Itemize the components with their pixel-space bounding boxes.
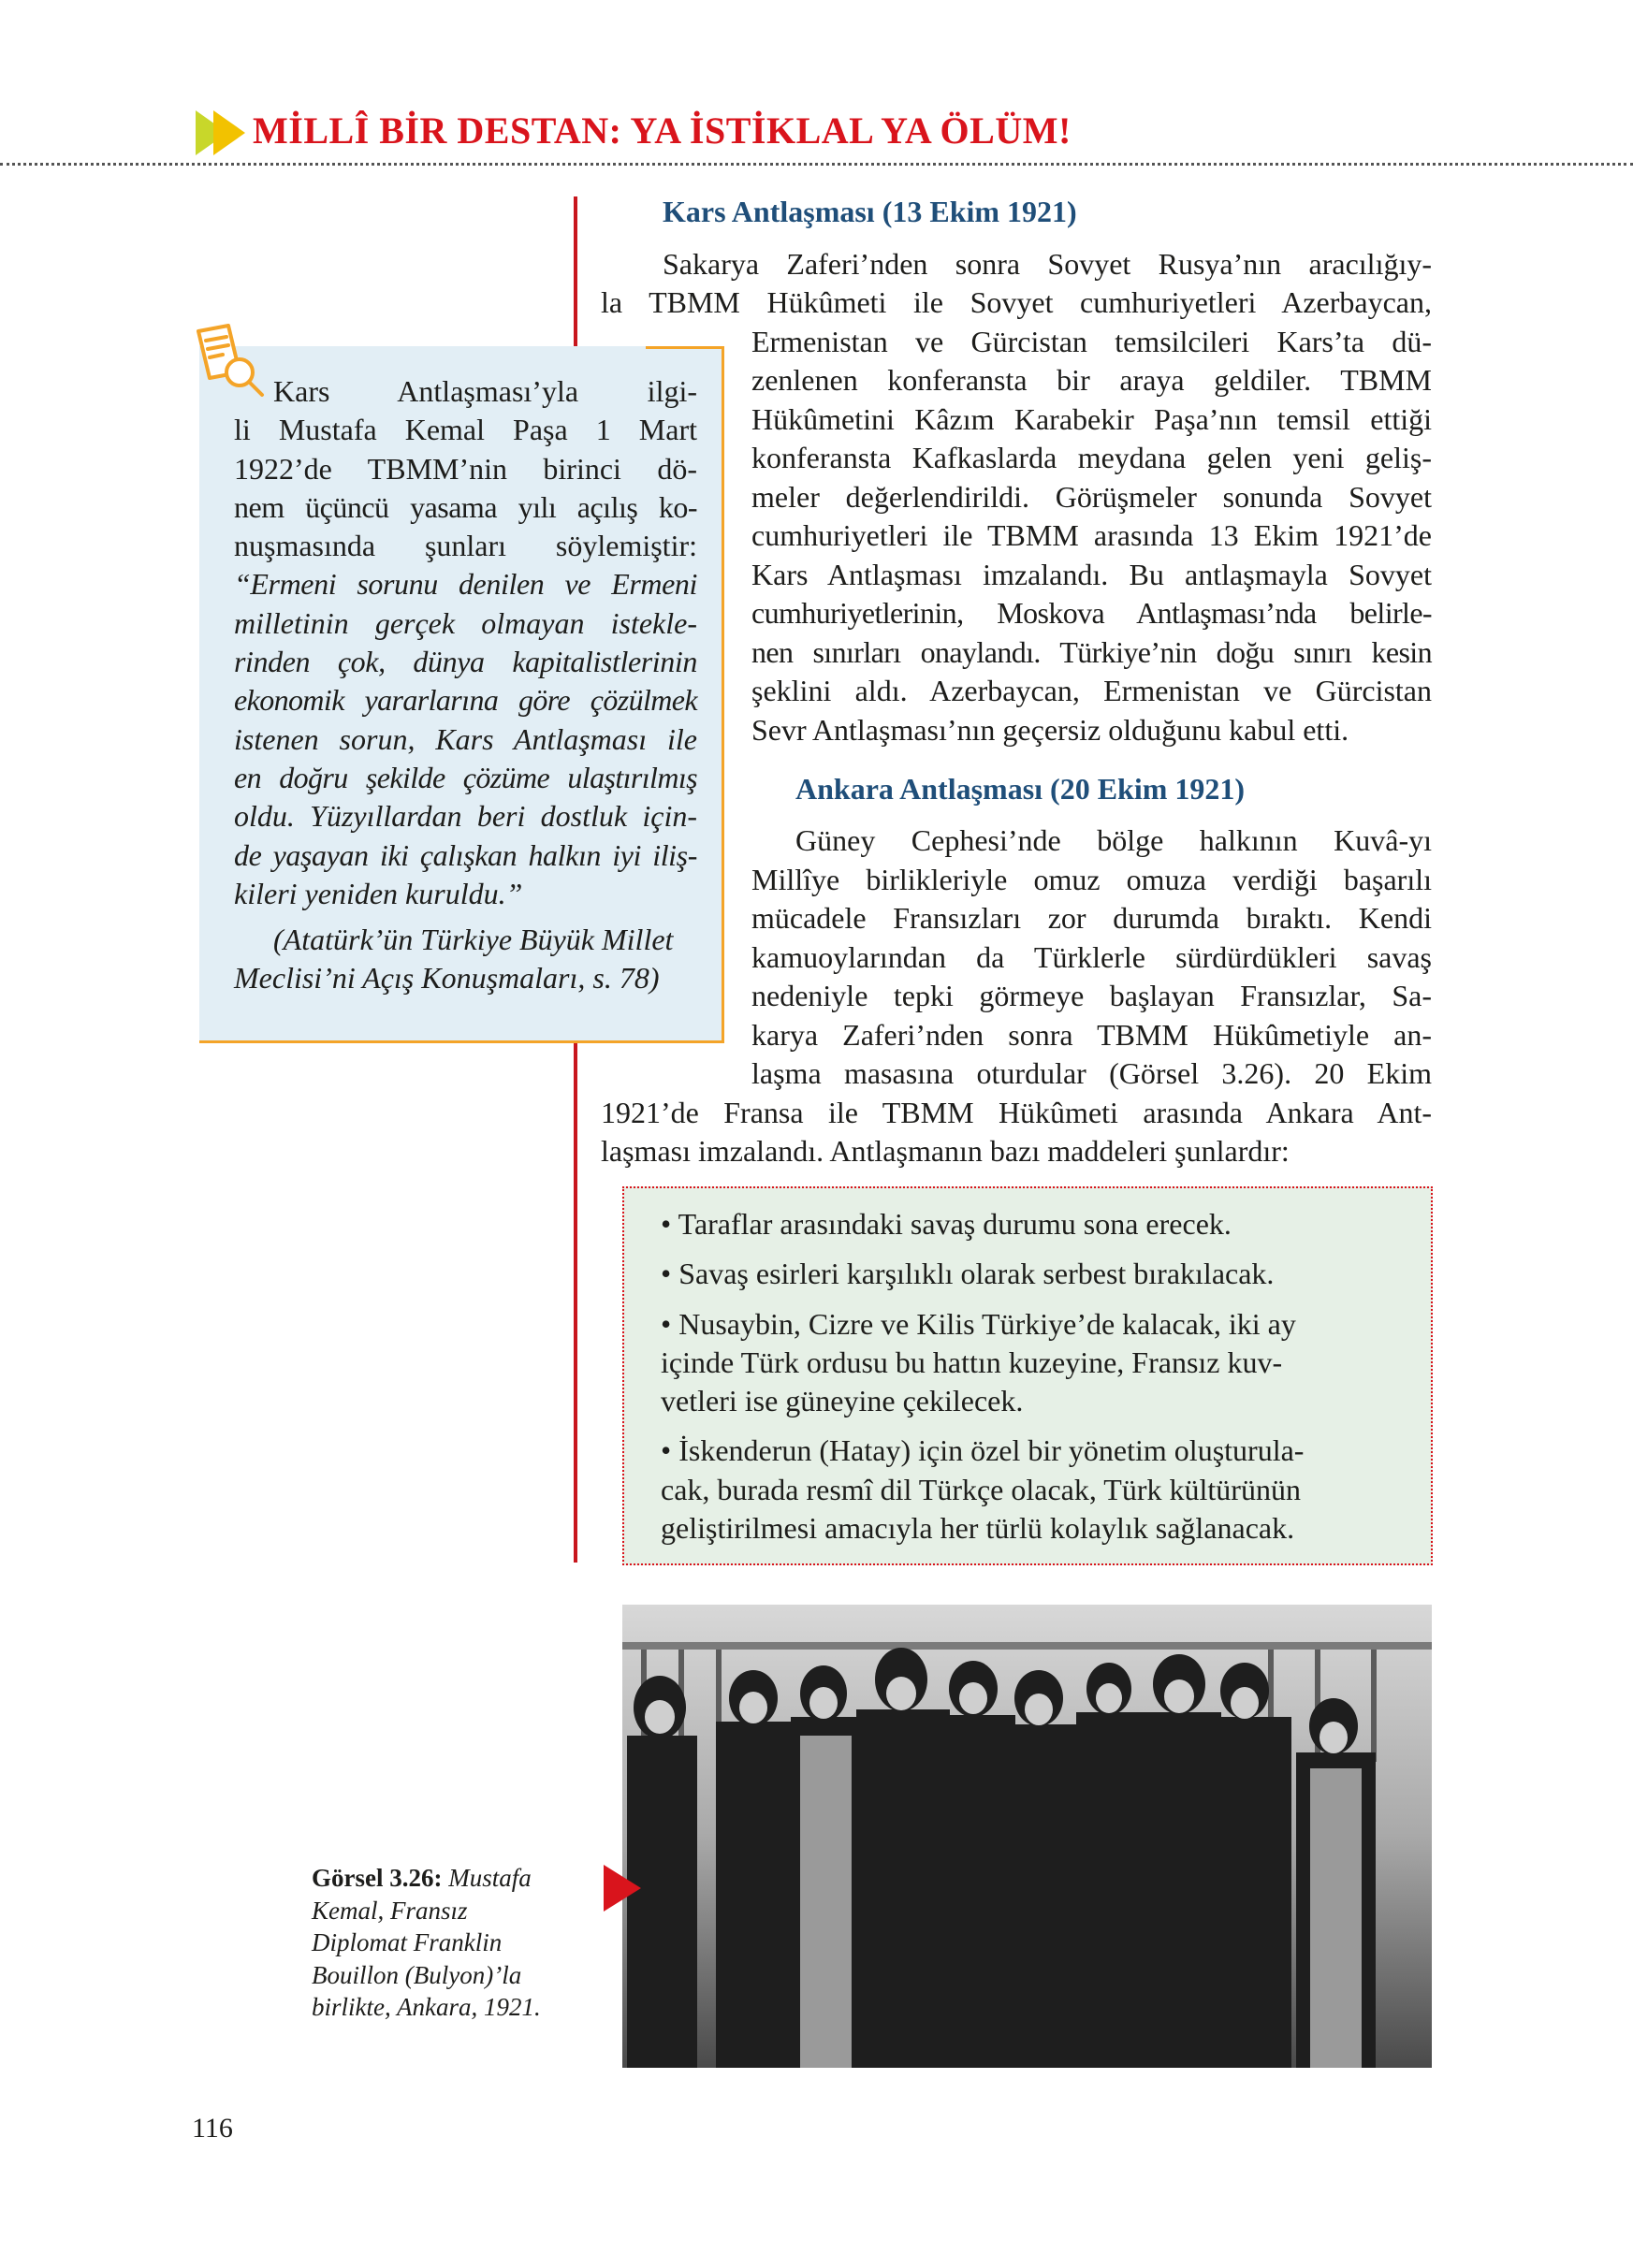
list-item <box>661 1255 1400 1293</box>
text-line: laşması imzalandı. Antlaşmanın bazı maddeleri şunlardır: <box>601 1134 1290 1168</box>
text-line: li Mustafa Kemal Paşa 1 Mart <box>234 413 697 447</box>
text-line: Hükûmetini Kâzım Karabekir Paşa’nın temsil ettiği <box>751 402 1432 436</box>
quote-text <box>234 372 697 998</box>
text-line: vetleri ise güneyine çekilecek. <box>661 1384 1024 1418</box>
text-line: kileri yeniden kuruldu.” <box>234 876 523 910</box>
text-line: 1921’de Fransa ile TBMM Hükûmeti arasında Ankara Ant- <box>601 1096 1432 1129</box>
caption-text: Diplomat Franklin <box>312 1928 503 1956</box>
source-line: Meclisi’ni Açış Konuşmaları, s. 78) <box>234 961 660 996</box>
caption-line <box>312 1895 583 1927</box>
text-line: istenen sorun, Kars Antlaşması ile <box>234 721 697 756</box>
text-line: en doğru şekilde çözüme ulaştırılmış <box>234 760 697 794</box>
text-line: “Ermeni sorunu denilen ve Ermeni <box>234 567 697 602</box>
caption-text: Kemal, Fransız <box>312 1896 468 1925</box>
text-line: Sakarya Zaferi’nden sonra Sovyet Rusya’nın aracılığıy- <box>663 247 1432 281</box>
historical-photo <box>622 1605 1432 2068</box>
text-line: cak, burada resmî dil Türkçe olacak, Türk kültürünün <box>661 1472 1301 1506</box>
text-line: Millîye birlikleriyle omuz omuza verdiği başarılı <box>751 863 1432 896</box>
text-line: la TBMM Hükûmeti ile Sovyet cumhuriyetleri Azerbaycan, <box>601 285 1432 319</box>
figure-caption <box>312 1862 583 2024</box>
text-line: • Taraflar arasındaki savaş durumu sona erecek. <box>661 1207 1232 1241</box>
text-line: mücadele Fransızları zor durumda bıraktı. Kendi <box>751 901 1432 935</box>
text-line: şeklini aldı. Azerbaycan, Ermenistan ve Gürcistan <box>751 674 1432 707</box>
text-line: milletinin gerçek olmayan istekle- <box>234 605 697 640</box>
text-line: rinden çok, dünya kapitalistlerinin <box>234 645 697 679</box>
text-line: Kars Antlaşması imzalandı. Bu antlaşmayla Sovyet <box>751 558 1432 591</box>
text-line: kamuoylarından da Türklerle sürdürdükleri savaş <box>751 940 1432 974</box>
figure-label: Görsel 3.26: <box>312 1864 443 1892</box>
page-number: 116 <box>192 2113 233 2144</box>
caption-arrow-icon <box>604 1865 641 1912</box>
list-item <box>661 1432 1400 1548</box>
caption-text: birlikte, Ankara, 1921. <box>312 1993 541 2021</box>
text-line: nuşmasında şunları söylemiştir: <box>234 529 697 563</box>
text-line: cumhuriyetleri ile TBMM arasında 13 Ekim 1921’de <box>751 518 1432 552</box>
text-line: • Savaş esirleri karşılıklı olarak serbest bırakılacak. <box>661 1257 1275 1291</box>
text-line: meler değerlendirildi. Görüşmeler sonunda Sovyet <box>751 480 1432 514</box>
text-line: Ermenistan ve Gürcistan temsilcileri Kars’ta dü- <box>751 325 1432 358</box>
unit-title: MİLLÎ BİR DESTAN: YA İSTİKLAL YA ÖLÜM! <box>253 109 1072 152</box>
text-line: Sevr Antlaşması’nın geçersiz olduğunu kabul etti. <box>751 713 1349 747</box>
caption-line <box>312 1862 583 1895</box>
text-line: nen sınırları onaylandı. Türkiye’nin doğu sınırı kesin <box>751 635 1432 669</box>
list-item <box>661 1205 1400 1243</box>
text-line: de yaşayan iki çalışkan halkın iyi iliş- <box>234 837 697 872</box>
text-line: konferansta Kafkaslarda meydana gelen yeni geliş- <box>751 441 1432 474</box>
text-line: • Nusaybin, Cizre ve Kilis Türkiye’de kalacak, iki ay <box>661 1306 1296 1341</box>
quote-box-frame <box>199 1040 724 1043</box>
text-line: oldu. Yüzyıllardan beri dostluk için- <box>234 799 697 834</box>
text-line: • İskenderun (Hatay) için özel bir yönetim oluşturula- <box>661 1433 1305 1468</box>
chevron-icon <box>213 110 245 155</box>
text-line: Kars Antlaşması’yla ilgi- <box>273 374 697 408</box>
source-line: (Atatürk’ün Türkiye Büyük Millet <box>273 923 674 957</box>
text-line: ekonomik yararlarına göre çözülmek <box>234 683 697 718</box>
text-line: Güney Cephesi’nde bölge halkının Kuvâ-yı <box>795 823 1432 857</box>
caption-text: Bouillon (Bulyon)’la <box>312 1960 522 1989</box>
text-line: 1922’de TBMM’nin birinci dö- <box>234 451 697 486</box>
header-divider <box>0 163 1633 166</box>
text-line: karya Zaferi’nden sonra TBMM Hükûmetiyle an- <box>751 1018 1432 1052</box>
caption-line <box>312 1991 583 2024</box>
caption-line <box>312 1959 583 1992</box>
page-header <box>0 0 1633 168</box>
ankara-heading: Ankara Antlaşması (20 Ekim 1921) <box>795 772 1246 806</box>
kars-heading: Kars Antlaşması (13 Ekim 1921) <box>663 195 1077 228</box>
text-line: cumhuriyetlerinin, Moskova Antlaşması’nda belirle- <box>751 596 1432 630</box>
text-line: laşma masasına oturdular (Görsel 3.26). 20 Ekim <box>751 1056 1432 1090</box>
text-line: içinde Türk ordusu bu hattın kuzeyine, Fransız kuv- <box>661 1345 1283 1379</box>
text-line: geliştirilmesi amacıyla her türlü kolaylık sağlanacak. <box>661 1511 1295 1546</box>
text-line: zenlenen konferansta bir araya geldiler. TBMM <box>751 363 1432 397</box>
articles-list <box>661 1205 1400 1559</box>
caption-line <box>312 1926 583 1959</box>
caption-text: Mustafa <box>448 1864 532 1892</box>
list-item <box>661 1305 1400 1421</box>
text-line: nem üçüncü yasama yılı açılış ko- <box>234 489 697 524</box>
text-line: nedeniyle tepki görmeye başlayan Fransızlar, Sa- <box>751 979 1432 1012</box>
